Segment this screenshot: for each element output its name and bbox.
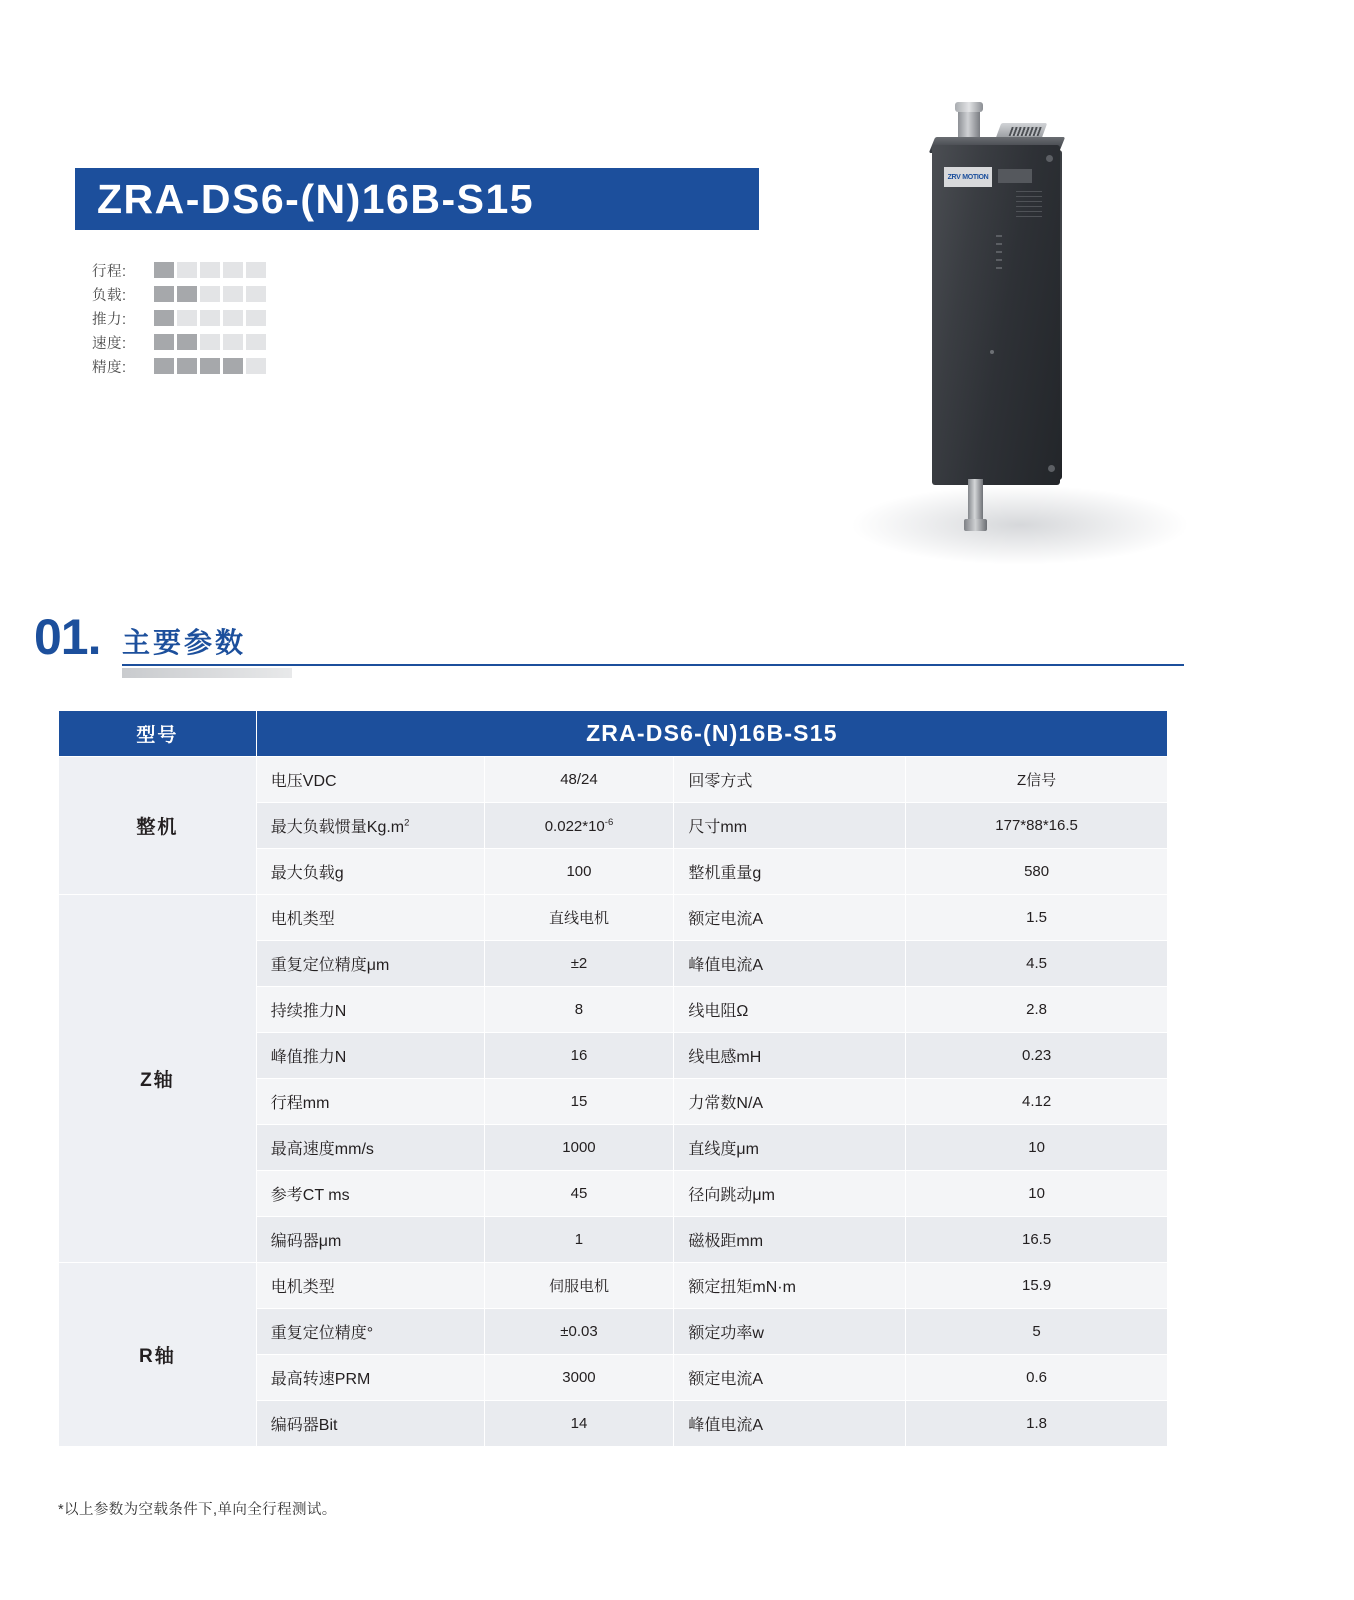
- rating-row: [92, 258, 266, 282]
- page-title: ZRA-DS6-(N)16B-S15: [97, 175, 535, 222]
- spec-table: [58, 710, 1168, 1447]
- table-row: [59, 895, 1168, 941]
- param-value: ±0.03: [484, 1309, 674, 1355]
- param-value: 10: [906, 1171, 1168, 1217]
- rating-row: [92, 330, 266, 354]
- rating-block-filled: [154, 310, 174, 326]
- param-value: 伺服电机: [484, 1263, 674, 1309]
- device-side-screw-icon: [990, 350, 994, 354]
- section-heading: [34, 609, 1184, 678]
- param-key: 额定扭矩mN·m: [674, 1263, 906, 1309]
- param-value: ±2: [484, 941, 674, 987]
- device-brand-label: ZRV MOTION: [944, 167, 992, 187]
- device-spec-label: [998, 169, 1032, 183]
- param-value: 16.5: [906, 1217, 1168, 1263]
- rating-block-group: [154, 286, 266, 302]
- param-key: 电压VDC: [256, 757, 484, 803]
- param-key: 峰值推力N: [256, 1033, 484, 1079]
- param-key: 整机重量g: [674, 849, 906, 895]
- param-key-superscript: 2: [404, 817, 410, 829]
- rating-block-filled: [154, 262, 174, 278]
- param-value: 14: [484, 1401, 674, 1447]
- param-key: [256, 803, 484, 849]
- rating-block-filled: [223, 358, 243, 374]
- rating-block-filled: [177, 286, 197, 302]
- rating-block-empty: [246, 358, 266, 374]
- spec-table-wrapper: [58, 710, 1168, 1447]
- rating-block-empty: [223, 286, 243, 302]
- section-accent-bar: [122, 668, 292, 678]
- param-key: 线电阻Ω: [674, 987, 906, 1033]
- image-shadow: [850, 485, 1190, 565]
- param-key: 回零方式: [674, 757, 906, 803]
- param-value: 2.8: [906, 987, 1168, 1033]
- param-key: 行程mm: [256, 1079, 484, 1125]
- rating-block-empty: [200, 334, 220, 350]
- device-shaft-tip: [964, 519, 987, 531]
- rating-block-filled: [154, 334, 174, 350]
- param-key: 径向跳动μm: [674, 1171, 906, 1217]
- device-vent-slots: [1016, 191, 1042, 217]
- param-key: 重复定位精度°: [256, 1309, 484, 1355]
- param-key: 持续推力N: [256, 987, 484, 1033]
- rating-block-empty: [246, 286, 266, 302]
- param-value: 3000: [484, 1355, 674, 1401]
- device-screw-icon: [1048, 465, 1055, 472]
- rating-label: 行程:: [92, 263, 127, 280]
- param-value: 5: [906, 1309, 1168, 1355]
- param-key: 重复定位精度μm: [256, 941, 484, 987]
- group-label-整机: 整机: [59, 757, 257, 895]
- rating-block-group: [154, 310, 266, 326]
- param-value: 48/24: [484, 757, 674, 803]
- param-key: 直线度μm: [674, 1125, 906, 1171]
- rating-block-empty: [200, 310, 220, 326]
- group-label-Z轴: Z轴: [59, 895, 257, 1263]
- param-key: 力常数N/A: [674, 1079, 906, 1125]
- param-value: 16: [484, 1033, 674, 1079]
- param-value: 4.12: [906, 1079, 1168, 1125]
- rating-label: 推力:: [92, 311, 127, 328]
- section-divider: [122, 664, 1184, 666]
- param-value: 45: [484, 1171, 674, 1217]
- rating-block-group: [154, 358, 266, 374]
- rating-label: 负载:: [92, 287, 127, 304]
- rating-block-empty: [223, 310, 243, 326]
- param-value: 177*88*16.5: [906, 803, 1168, 849]
- section-title: 主要参数: [122, 627, 247, 658]
- param-value: 580: [906, 849, 1168, 895]
- device-screw-icon: [1046, 155, 1053, 162]
- param-value: 4.5: [906, 941, 1168, 987]
- param-value: 直线电机: [484, 895, 674, 941]
- device-led-dots: [996, 235, 1002, 269]
- rating-block-empty: [223, 262, 243, 278]
- param-key: 编码器μm: [256, 1217, 484, 1263]
- param-key: 尺寸mm: [674, 803, 906, 849]
- table-header-row: [59, 711, 1168, 757]
- rating-block-group: [154, 334, 266, 350]
- param-key-text: 最大负载惯量Kg.m: [270, 819, 405, 836]
- param-key: 电机类型: [256, 895, 484, 941]
- rating-block-group: [154, 262, 266, 278]
- rating-block-empty: [246, 310, 266, 326]
- rating-block-empty: [200, 262, 220, 278]
- param-value: 0.6: [906, 1355, 1168, 1401]
- rating-block-empty: [177, 262, 197, 278]
- param-key: 额定电流A: [674, 1355, 906, 1401]
- param-value: 15: [484, 1079, 674, 1125]
- param-key: 额定电流A: [674, 895, 906, 941]
- param-value: 1.8: [906, 1401, 1168, 1447]
- param-key: 磁极距mm: [674, 1217, 906, 1263]
- model-title-banner: [75, 168, 759, 230]
- table-row: [59, 1263, 1168, 1309]
- rating-block-filled: [177, 358, 197, 374]
- param-value: 0.23: [906, 1033, 1168, 1079]
- product-header: [0, 0, 1354, 580]
- param-key: 额定功率w: [674, 1309, 906, 1355]
- rating-block-empty: [200, 286, 220, 302]
- product-image: [840, 95, 1230, 560]
- param-key: 编码器Bit: [256, 1401, 484, 1447]
- rating-label: 速度:: [92, 335, 127, 352]
- param-value: 15.9: [906, 1263, 1168, 1309]
- table-row: [59, 757, 1168, 803]
- rating-block-filled: [200, 358, 220, 374]
- table-header-model-label: 型号: [59, 711, 257, 757]
- param-value: [484, 803, 674, 849]
- rating-row: [92, 306, 266, 330]
- group-label-R轴: R轴: [59, 1263, 257, 1447]
- param-value: Z信号: [906, 757, 1168, 803]
- param-key: 参考CT ms: [256, 1171, 484, 1217]
- param-key: 峰值电流A: [674, 1401, 906, 1447]
- table-footnote: *以上参数为空载条件下,单向全行程测试。: [58, 1502, 337, 1518]
- rating-label: 精度:: [92, 359, 127, 376]
- param-value: 1000: [484, 1125, 674, 1171]
- param-value: 1: [484, 1217, 674, 1263]
- rating-row: [92, 354, 266, 378]
- rating-block-empty: [246, 262, 266, 278]
- connector-pins: [1009, 127, 1042, 136]
- param-key: 最高转速PRM: [256, 1355, 484, 1401]
- param-key: 线电感mH: [674, 1033, 906, 1079]
- param-key: 峰值电流A: [674, 941, 906, 987]
- rating-bars: [92, 258, 266, 378]
- param-key: 最大负载g: [256, 849, 484, 895]
- rating-block-empty: [177, 310, 197, 326]
- section-number: 01.: [34, 609, 101, 665]
- param-value: 8: [484, 987, 674, 1033]
- table-header-model-value: ZRA-DS6-(N)16B-S15: [256, 711, 1167, 757]
- rating-block-filled: [177, 334, 197, 350]
- param-key: 最高速度mm/s: [256, 1125, 484, 1171]
- param-value-superscript: -6: [604, 816, 614, 828]
- rating-row: [92, 282, 266, 306]
- rating-block-empty: [223, 334, 243, 350]
- rating-block-filled: [154, 358, 174, 374]
- rating-block-empty: [246, 334, 266, 350]
- param-value: 100: [484, 849, 674, 895]
- param-value-text: 0.022*10: [544, 817, 605, 835]
- param-key: 电机类型: [256, 1263, 484, 1309]
- param-value: 1.5: [906, 895, 1168, 941]
- rating-block-filled: [154, 286, 174, 302]
- param-value: 10: [906, 1125, 1168, 1171]
- device-shaft-cap: [958, 109, 980, 139]
